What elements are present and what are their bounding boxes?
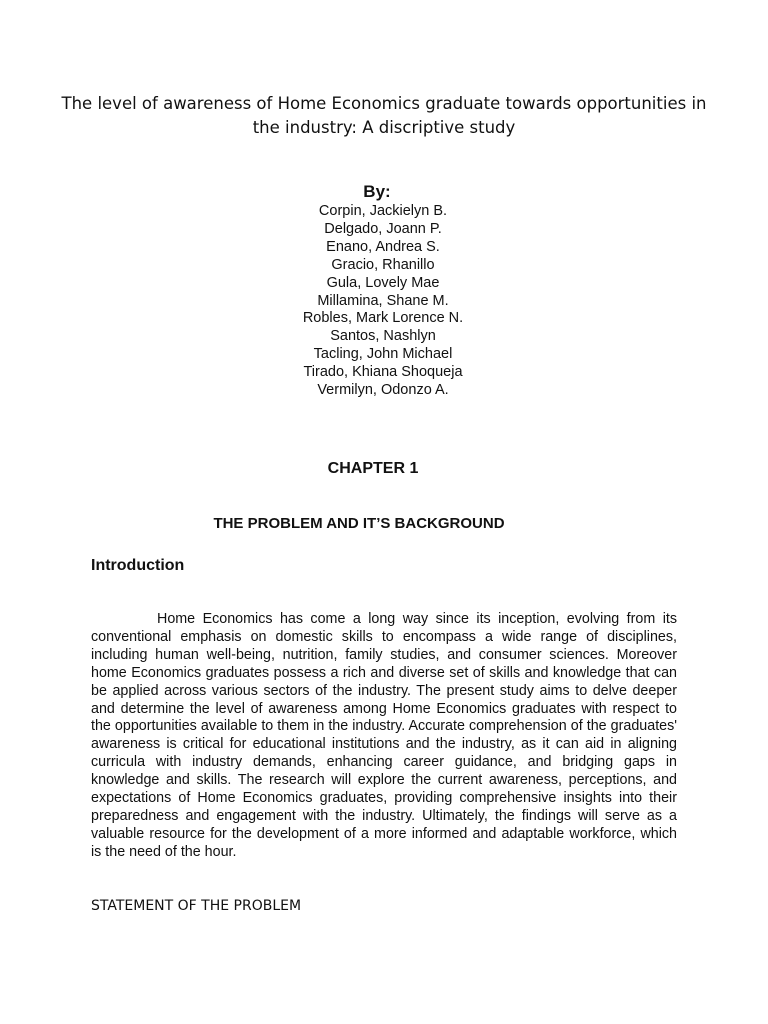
author-list: [0, 203, 766, 400]
author-name: Tacling, John Michael: [313, 346, 453, 363]
document-title: The level of awareness of Home Economics graduate towards opportunities in the industry: A discriptive study: [61, 94, 707, 137]
author-name: Gracio, Rhanillo: [331, 256, 435, 273]
by-label: By:: [363, 182, 391, 201]
author-name: Tirado, Khiana Shoqueja: [303, 364, 463, 381]
author-name: Delgado, Joann P.: [324, 220, 442, 237]
section-title: THE PROBLEM AND IT’S BACKGROUND: [213, 515, 505, 532]
author-name: Enano, Andrea S.: [326, 238, 440, 255]
author-name: Millamina, Shane M.: [317, 292, 449, 309]
chapter-heading: CHAPTER 1: [327, 460, 419, 477]
author-name: Vermilyn, Odonzo A.: [317, 382, 449, 399]
author-name: Gula, Lovely Mae: [326, 274, 440, 291]
statement-of-problem-heading: STATEMENT OF THE PROBLEM: [91, 898, 302, 914]
author-name: Corpin, Jackielyn B.: [318, 203, 448, 219]
author-name: Santos, Nashlyn: [330, 328, 436, 345]
introduction-paragraph: Home Economics has come a long way since its inception, evolving from its conventional emphasis on domestic skills to encompass a wide range of disciplines, including human well-being, nutrition, family studies, and consumer sciences. Moreover home Economics graduates possess a rich and diverse set of skills and knowledge that can be applied across various sectors of the industry. The present study aims to delve deeper and determine the level of awareness among Home Economics graduates with respect to the opportunities available to them in the industry. Accurate comprehension of the graduates' awareness is critical for educational institutions and the industry, as it can aid in aligning curricula with industry demands, enhancing career guidance, and bridging gaps in knowledge and skills. The research will explore the current awareness, perceptions, and expectations of Home Economics graduates, providing comprehensive insights into their preparedness and engagement with the industry. Ultimately, the findings will serve as a valuable resource for the development of a more informed and adaptable workforce, which is the need of the hour.: [91, 611, 677, 860]
introduction-heading: Introduction: [91, 557, 185, 574]
author-name: Robles, Mark Lorence N.: [302, 310, 464, 327]
